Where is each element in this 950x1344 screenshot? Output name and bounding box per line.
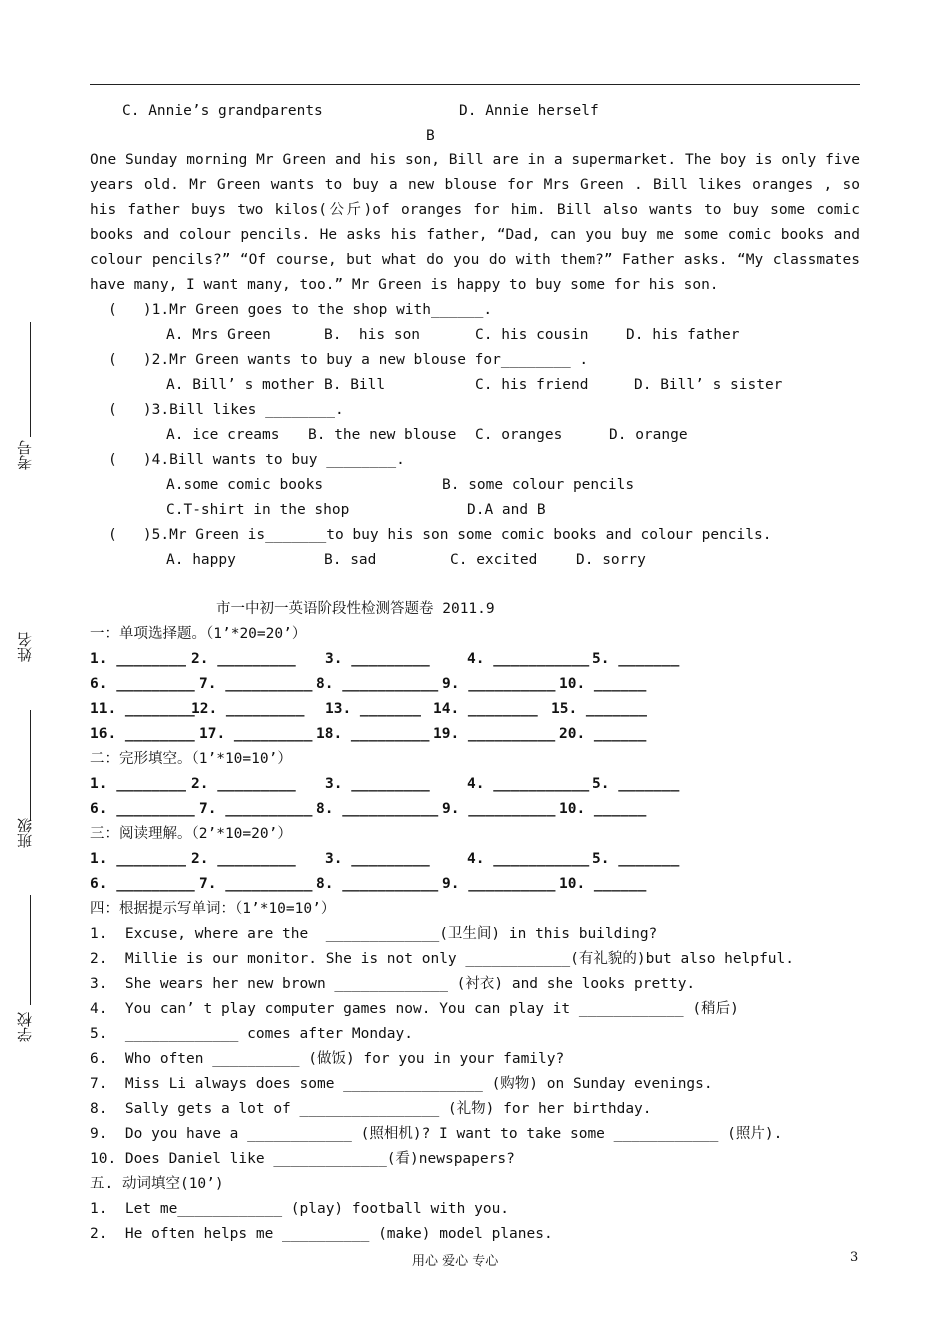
page-footer: 用心 爱心 专心 [412,1254,499,1269]
answer-line: 18. _________ [316,726,430,742]
answer-line: 7. __________ [199,876,313,892]
question-line: C. oranges [475,427,563,443]
question-line: D.A and B [467,502,546,518]
question-line: ( )1.Mr Green goes to the shop with______. [108,302,493,318]
question-line: B. Bill [324,377,386,393]
margin-label-exam-number: 考号 [16,440,34,470]
answer-line: 6. _________ [90,801,195,817]
margin-line-class [30,710,31,820]
answer-line: 1. ________ [90,851,187,867]
answer-line: 7. Miss Li always does some ________________ (购物) on Sunday evenings. [90,1076,713,1092]
question-line: A. Mrs Green [166,327,271,343]
question-line: B. his son [324,327,421,343]
question-line: C. his friend [475,377,589,393]
answer-line: 13. _______ [325,701,422,717]
answer-line: 四：根据提示写单词：（1’*10=10’） [90,901,336,917]
answer-line: 10. Does Daniel like _____________(看)newspapers? [90,1151,515,1167]
answer-line: 4. ___________ [467,651,590,667]
margin-label-name: 姓名 [16,632,34,662]
answer-line: 2. _________ [191,651,296,667]
answer-line: 3. _________ [325,651,430,667]
answer-line: 8. ___________ [316,801,439,817]
margin-label-school: 学校 [16,1012,34,1042]
answer-line: 9. Do you have a ____________ (照相机)? I want to take some ____________ (照片). [90,1126,783,1142]
question-line: A.some comic books [166,477,324,493]
margin-line-school [30,895,31,1005]
answer-line: 19. __________ [433,726,556,742]
answer-line: 三：阅读理解。（2’*10=20’） [90,826,292,842]
answer-line: 12. _________ [191,701,305,717]
answer-line: 8. Sally gets a lot of ________________ (礼物) for her birthday. [90,1101,652,1117]
answer-sheet-title: 市一中初一英语阶段性检测答题卷 2011.9 [216,601,495,617]
answer-line: 3. _________ [325,776,430,792]
question-line: C. his cousin [475,327,589,343]
page-number: 3 [850,1250,859,1265]
question-line: D. sorry [576,552,646,568]
answer-line: 9. __________ [442,801,556,817]
answer-line: 8. ___________ [316,676,439,692]
answer-line: 15. _______ [551,701,648,717]
answer-line: 6. _________ [90,876,195,892]
answer-line: 17. _________ [199,726,313,742]
answer-line: 9. __________ [442,676,556,692]
header-rule [90,84,860,85]
question-line: A. happy [166,552,236,568]
answer-line: 11. ________ [90,701,195,717]
answer-line: 1. ________ [90,776,187,792]
option-line: B [426,128,435,144]
question-line: A. ice creams [166,427,280,443]
question-line: B. sad [324,552,377,568]
option-line: D. Annie herself [459,103,599,119]
margin-line-exam-number [30,322,31,437]
question-line: B. the new blouse [308,427,457,443]
answer-line: 10. ______ [559,676,647,692]
answer-line: 4. ___________ [467,851,590,867]
answer-line: 4. ___________ [467,776,590,792]
answer-line: 10. ______ [559,801,647,817]
answer-line: 2. Millie is our monitor. She is not only ____________(有礼貌的)but also helpful. [90,951,795,967]
answer-line: 7. __________ [199,801,313,817]
question-line: ( )3.Bill likes ________. [108,402,344,418]
answer-line: 20. ______ [559,726,647,742]
question-line: A. Bill’ s mother [166,377,315,393]
option-line: C. Annie’s grandparents [122,103,323,119]
answer-line: 1. Let me____________ (play) football with you. [90,1201,510,1217]
answer-line: 二：完形填空。（1’*10=10’） [90,751,292,767]
answer-line: 3. _________ [325,851,430,867]
reading-passage-b: One Sunday morning Mr Green and his son, Bill are in a supermarket. The boy is only five years old. Mr Green wants to buy a new blouse for Mrs Green . Bill likes oranges , so his father buys two kilos(公斤)of oranges for him. Bill also wants to buy some comic books and colour pencils. He asks his father, “Dad, can you buy me some comic books and colour pencils?” “Of course, but what do you do with them?” Father asks. “My classmates have many, I want many, too.” Mr Green is happy to buy some for his son. [90,152,860,293]
question-line: D. his father [626,327,740,343]
question-line: C. excited [450,552,538,568]
question-line: ( )5.Mr Green is_______to buy his son some comic books and colour pencils. [108,527,772,543]
answer-line: 5. _______ [592,651,680,667]
question-line: ( )2.Mr Green wants to buy a new blouse for________ . [108,352,589,368]
question-line: B. some colour pencils [442,477,635,493]
margin-label-class: 班级 [16,818,34,848]
answer-line: 16. ________ [90,726,195,742]
answer-line: 6. Who often __________ (做饭) for you in your family? [90,1051,565,1067]
answer-line: 一：单项选择题。（1’*20=20’） [90,626,307,642]
question-line: D. Bill’ s sister [634,377,783,393]
answer-line: 2. He often helps me __________ (make) model planes. [90,1226,553,1242]
answer-line: 5. _______ [592,851,680,867]
answer-line: 1. ________ [90,651,187,667]
answer-line: 10. ______ [559,876,647,892]
answer-line: 5. _____________ comes after Monday. [90,1026,414,1042]
answer-line: 7. __________ [199,676,313,692]
answer-line: 8. ___________ [316,876,439,892]
answer-line: 9. __________ [442,876,556,892]
answer-line: 3. She wears her new brown _____________ (衬衣) and she looks pretty. [90,976,696,992]
answer-line: 2. _________ [191,776,296,792]
answer-line: 五. 动词填空(10’) [90,1176,224,1192]
question-line: C.T-shirt in the shop [166,502,350,518]
answer-line: 2. _________ [191,851,296,867]
answer-line: 6. _________ [90,676,195,692]
question-line: ( )4.Bill wants to buy ________. [108,452,405,468]
question-line: D. orange [609,427,688,443]
answer-line: 4. You can’ t play computer games now. You can play it ____________ (稍后) [90,1001,739,1017]
answer-line: 1. Excuse, where are the _____________(卫生间) in this building? [90,926,658,942]
answer-line: 14. ________ [433,701,538,717]
answer-line: 5. _______ [592,776,680,792]
